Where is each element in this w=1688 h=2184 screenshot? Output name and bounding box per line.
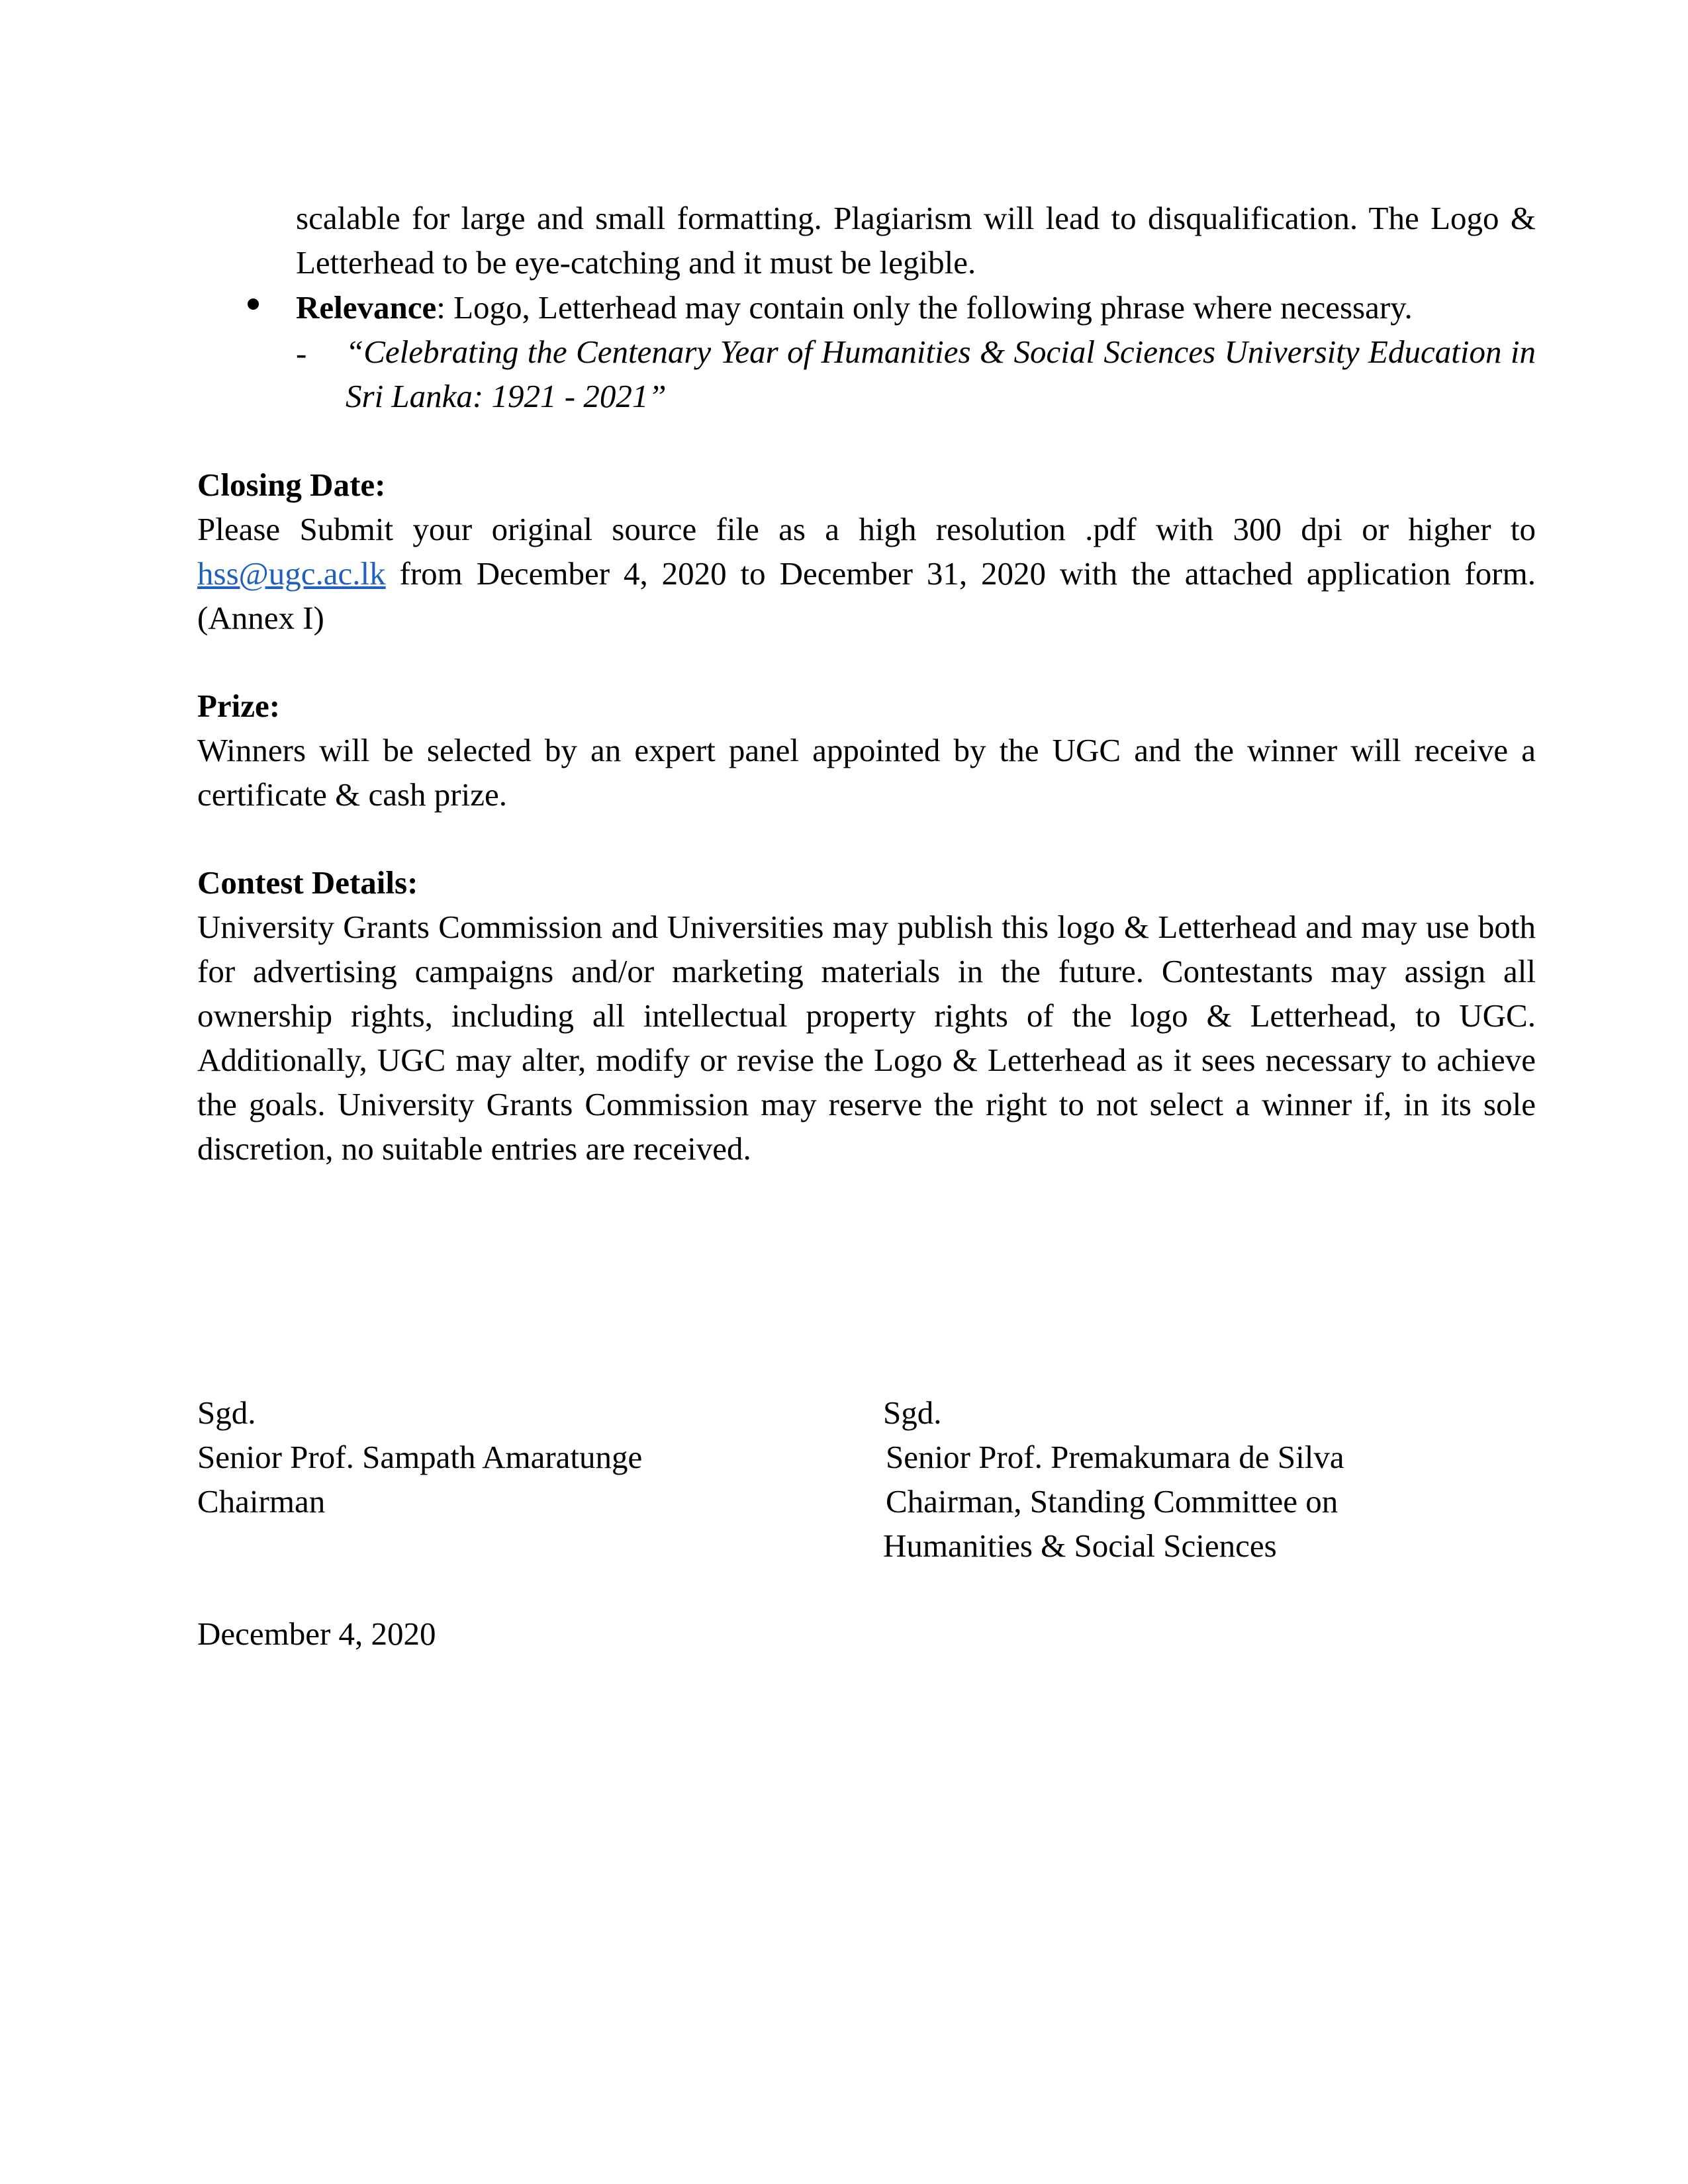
- dash-marker: -: [296, 335, 307, 371]
- document-date: December 4, 2020: [197, 1615, 436, 1652]
- right-signatory-title-line1: Chairman, Standing Committee on: [886, 1483, 1338, 1520]
- closing-date-heading: Closing Date:: [197, 467, 386, 503]
- contest-details-paragraph: University Grants Commission and Universities may publish this logo & Letterhead and may use both for advertising campaigns and/or marketing materials in the future. Contestants may assign all ownership rights, including all intellectual property rights of the logo & Letterhead, to UGC. Additionally, UGC may alter, modify or revise the Logo & Letterhead as it sees necessary to achieve the goals. University Grants Commission may reserve the right to not select a winner if, in its sole discretion, no suitable entries are received.: [197, 909, 1536, 1167]
- left-sgd: Sgd.: [197, 1394, 256, 1431]
- prize-heading: Prize:: [197, 688, 281, 724]
- left-signatory-title: Chairman: [197, 1483, 326, 1520]
- bullet-icon: [248, 298, 259, 310]
- contest-details-heading: Contest Details:: [197, 864, 418, 901]
- closing-date-text-before: Please Submit your original source file as a high resolution .pdf with 300 dpi or higher to: [197, 511, 1536, 547]
- right-sgd: Sgd.: [883, 1394, 942, 1431]
- right-signatory-title-line2: Humanities & Social Sciences: [883, 1527, 1277, 1564]
- relevance-label: Relevance: [296, 289, 437, 326]
- relevance-item: [296, 285, 1413, 330]
- relevance-text: : Logo, Letterhead may contain only the following phrase where necessary.: [436, 289, 1413, 326]
- continuation-paragraph: scalable for large and small formatting. Plagiarism will lead to disqualification. The Logo & Letterhead to be eye-catching and it must be legible.: [296, 200, 1536, 281]
- closing-date-paragraph: [197, 507, 1536, 640]
- left-signatory-name: Senior Prof. Sampath Amaratunge: [197, 1439, 643, 1475]
- relevance-quote: “Celebrating the Centenary Year of Humanities & Social Sciences University Education in Sri Lanka: 1921 - 2021”: [346, 334, 1536, 414]
- closing-date-text-after: from December 4, 2020 to December 31, 2020 with the attached application form. (Annex I): [197, 555, 1536, 636]
- email-link[interactable]: hss@ugc.ac.lk: [197, 555, 386, 592]
- prize-paragraph: Winners will be selected by an expert panel appointed by the UGC and the winner will receive a certificate & cash prize.: [197, 732, 1536, 813]
- right-signatory-name: Senior Prof. Premakumara de Silva: [886, 1439, 1344, 1475]
